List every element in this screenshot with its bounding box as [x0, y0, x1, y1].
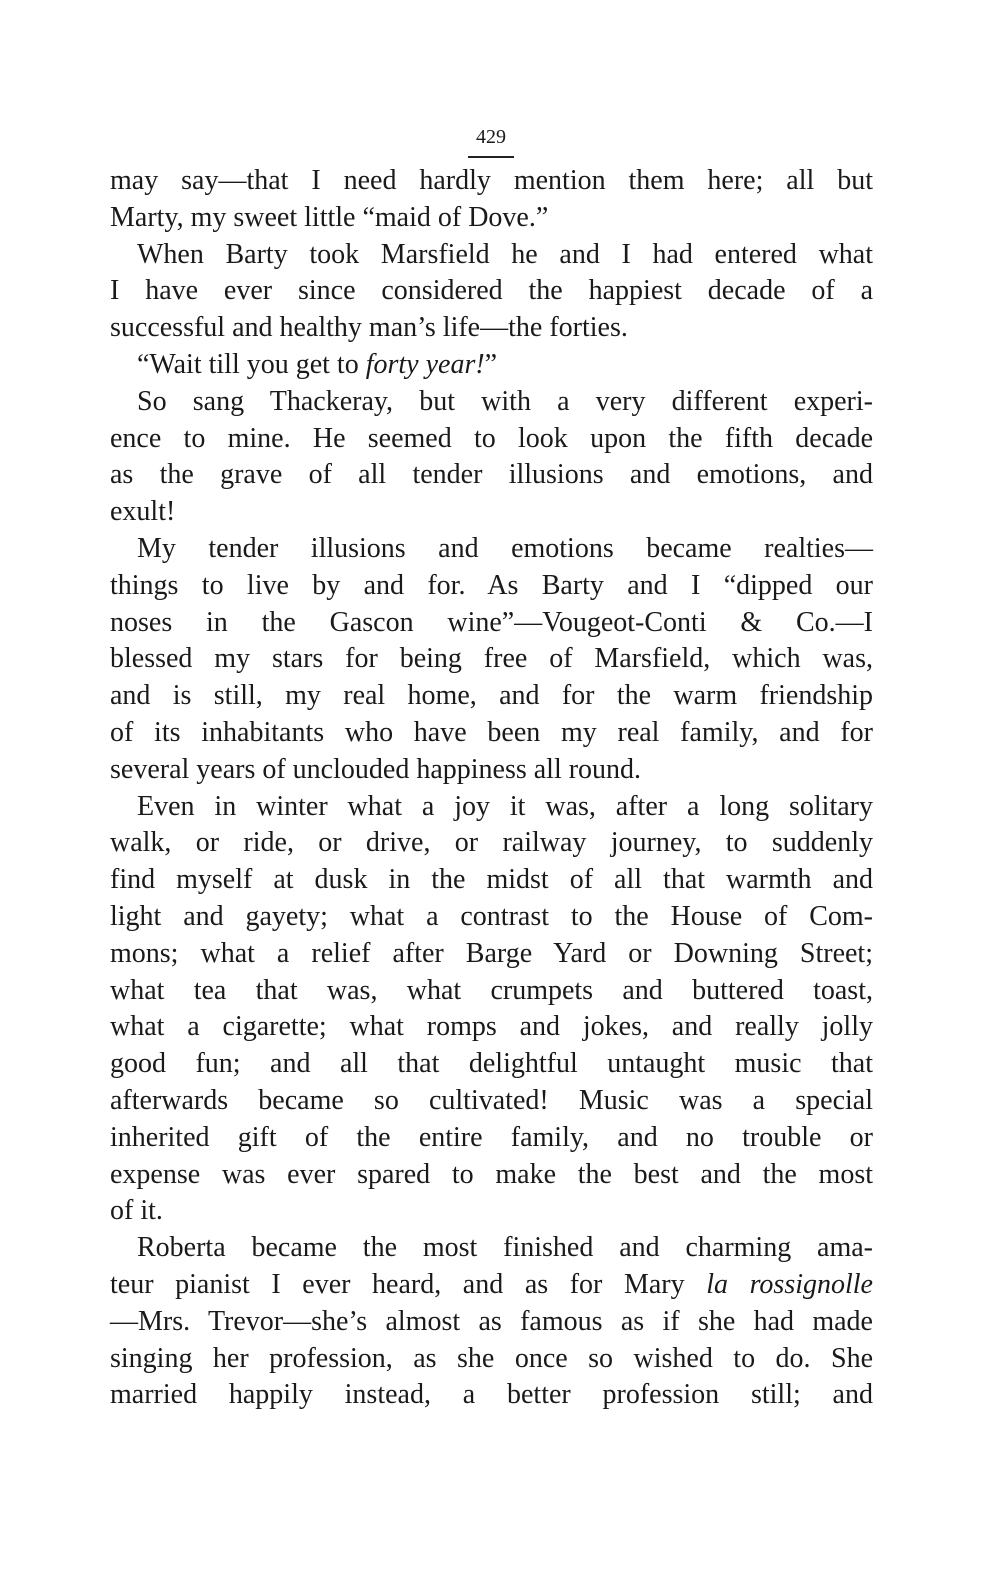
text-segment: things to live by and for. As Barty and I “dipped our [110, 569, 873, 601]
text-segment: —Mrs. Trevor—she’s almost as famous as if she had made [110, 1305, 873, 1337]
text-line [110, 200, 873, 237]
text-line [110, 273, 873, 310]
text-line [110, 752, 873, 789]
text-line [110, 1230, 873, 1267]
text-line [110, 1083, 873, 1120]
text-line [110, 1193, 873, 1230]
text-segment: Even in winter what a joy it was, after a long solitary [137, 790, 873, 822]
text-segment: inherited gift of the entire family, and no trouble or [110, 1121, 873, 1153]
text-segment: teur pianist I ever heard, and as for Mary [110, 1268, 707, 1300]
italic-text: forty year! [365, 348, 485, 380]
text-line [110, 494, 873, 531]
text-segment: I have ever since considered the happiest decade of a [110, 275, 873, 307]
text-segment: afterwards became so cultivated! Music was a special [110, 1084, 873, 1116]
text-segment: ence to mine. He seemed to look upon the fifth decade [110, 422, 873, 454]
text-segment: several years of unclouded happiness all round. [110, 753, 642, 785]
text-segment: what tea that was, what crumpets and buttered toast, [110, 974, 873, 1006]
text-segment: light and gayety; what a contrast to the House of Com- [110, 900, 873, 932]
text-segment: singing her profession, as she once so wished to do. She [110, 1342, 873, 1374]
text-line [110, 899, 873, 936]
text-segment: “Wait till you get to [137, 348, 366, 380]
text-line [110, 457, 873, 494]
text-segment: of it. [110, 1195, 163, 1227]
text-line [110, 1046, 873, 1083]
page-number: 429 [476, 126, 506, 148]
text-segment: Marty, my sweet little “maid of Dove.” [110, 201, 549, 233]
text-line [110, 1304, 873, 1341]
text-segment: When Barty took Marsfield he and I had entered what [137, 238, 873, 270]
text-segment: walk, or ride, or drive, or railway journey, to suddenly [110, 827, 873, 859]
text-segment: may say—that I need hardly mention them here; all but [110, 165, 873, 196]
text-line [110, 531, 873, 568]
text-line [110, 862, 873, 899]
text-line [110, 237, 873, 274]
text-line [110, 1341, 873, 1378]
text-segment: expense was ever spared to make the best and the most [110, 1158, 873, 1190]
text-segment: what a cigarette; what romps and jokes, and really jolly [110, 1011, 873, 1043]
text-line [110, 1120, 873, 1157]
text-line [110, 825, 873, 862]
text-line [110, 568, 873, 605]
italic-text: la rossignolle [706, 1268, 873, 1300]
text-segment: and is still, my real home, and for the warm friendship [110, 680, 873, 712]
text-segment: successful and healthy man’s life—the forties. [110, 312, 628, 344]
text-segment: find myself at dusk in the midst of all that warmth and [110, 864, 873, 896]
text-line [110, 384, 873, 421]
text-line [110, 310, 873, 347]
text-segment: My tender illusions and emotions became realties— [137, 532, 873, 564]
text-segment: Roberta became the most finished and charming ama- [137, 1232, 873, 1264]
text-segment: ” [484, 348, 498, 380]
text-line [110, 1377, 873, 1414]
text-line [110, 1157, 873, 1194]
text-line [110, 421, 873, 458]
text-segment: married happily instead, a better profession still; and [110, 1379, 873, 1411]
text-line [110, 936, 873, 973]
text-line [110, 1009, 873, 1046]
text-segment: as the grave of all tender illusions and emotions, and [110, 459, 873, 491]
text-line [110, 973, 873, 1010]
body-text [110, 163, 873, 1414]
text-line [110, 641, 873, 678]
text-segment: blessed my stars for being free of Marsfield, which was, [110, 643, 873, 675]
page-number-rule [468, 156, 514, 158]
text-line [110, 1267, 873, 1304]
text-segment: mons; what a relief after Barge Yard or Downing Street; [110, 937, 873, 969]
text-segment: noses in the Gascon wine”—Vougeot-Conti & Co.—I [110, 606, 873, 638]
text-segment: good fun; and all that delightful untaught music that [110, 1048, 873, 1080]
text-segment: exult! [110, 496, 176, 528]
text-segment: So sang Thackeray, but with a very different experi- [137, 385, 873, 417]
text-line [110, 789, 873, 826]
text-segment: of its inhabitants who have been my real family, and for [110, 716, 873, 748]
text-line [110, 347, 873, 384]
text-line [110, 678, 873, 715]
text-line [110, 715, 873, 752]
text-line [110, 605, 873, 642]
text-line [110, 163, 873, 200]
